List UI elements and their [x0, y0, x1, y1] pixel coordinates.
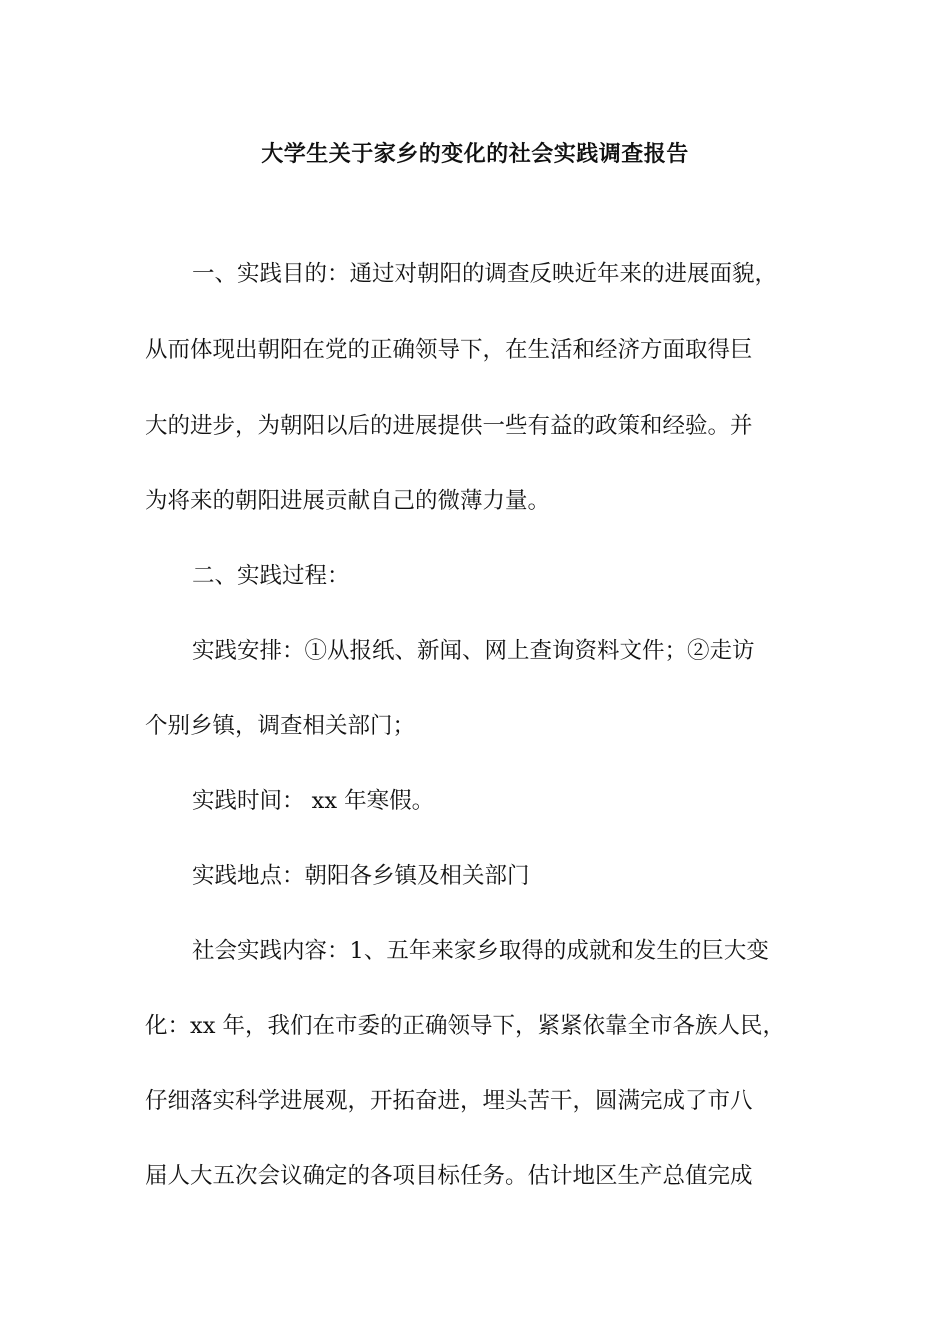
- paragraph-line: 实践安排：①从报纸、新闻、网上查询资料文件；②走访: [192, 638, 755, 664]
- paragraph-line: 仔细落实科学进展观，开拓奋进，埋头苦干，圆满完成了市八: [145, 1088, 753, 1114]
- paragraph-line: 个别乡镇，调查相关部门；: [145, 713, 416, 739]
- paragraph-line: 实践时间： xx 年寒假。: [192, 788, 435, 814]
- paragraph-line: 实践地点：朝阳各乡镇及相关部门: [192, 863, 530, 889]
- paragraph-line: 化：xx 年，我们在市委的正确领导下，紧紧依靠全市各族人民，: [145, 1013, 786, 1039]
- paragraph-line: 为将来的朝阳进展贡献自己的微薄力量。: [145, 488, 551, 514]
- document-title: 大学生关于家乡的变化的社会实践调查报告: [261, 141, 689, 167]
- paragraph-line: 大的进步，为朝阳以后的进展提供一些有益的政策和经验。并: [145, 413, 753, 439]
- section-heading: 二、实践过程：: [192, 563, 350, 589]
- paragraph-line: 届人大五次会议确定的各项目标任务。估计地区生产总值完成: [145, 1163, 753, 1189]
- paragraph-line: 从而体现出朝阳在党的正确领导下，在生活和经济方面取得巨: [145, 337, 753, 363]
- paragraph-line: 社会实践内容：1、五年来家乡取得的成就和发生的巨大变: [192, 938, 769, 964]
- paragraph-line: 一、实践目的：通过对朝阳的调查反映近年来的进展面貌，: [192, 261, 778, 287]
